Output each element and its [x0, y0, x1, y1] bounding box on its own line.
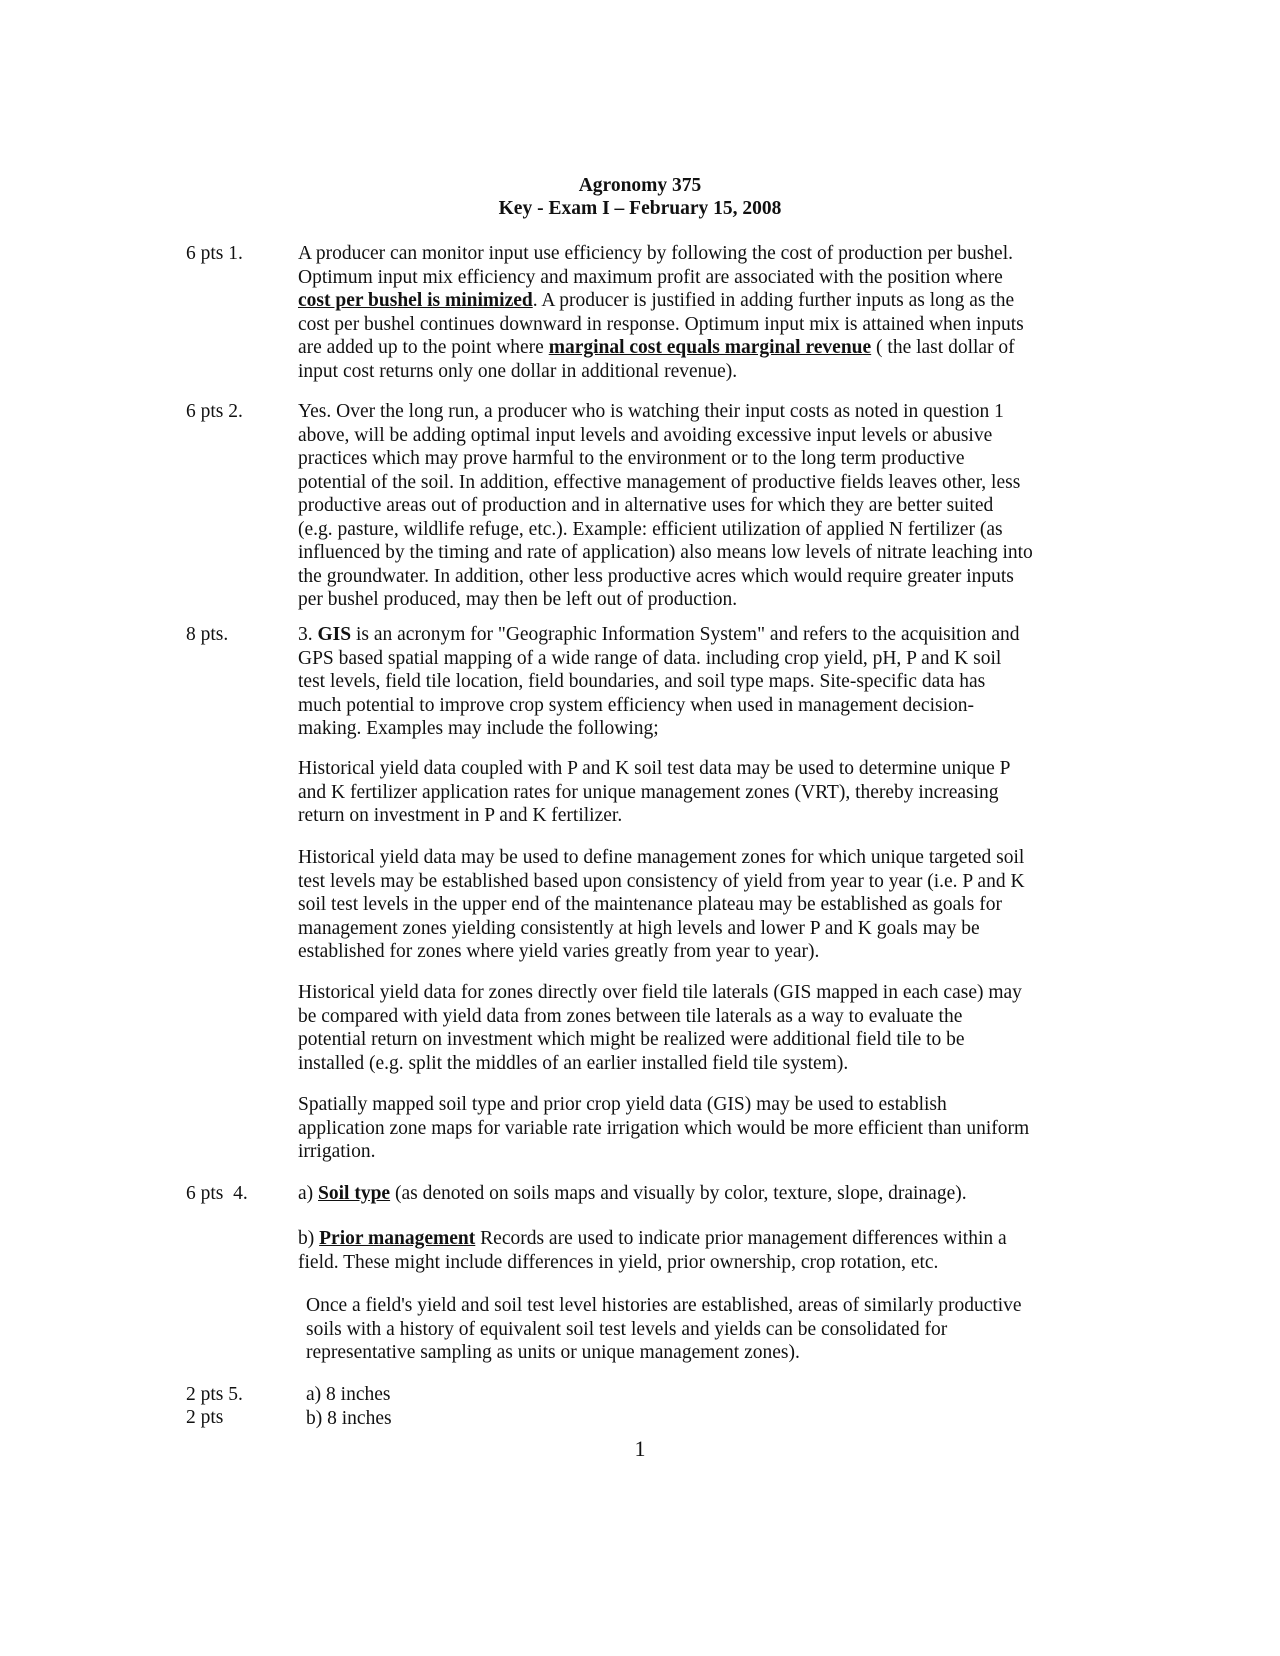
q1-line: Optimum input mix efficiency and maximum profit are associated with the position where [298, 266, 1003, 288]
q3-ex4-line: irrigation. [298, 1141, 376, 1162]
q3-ex1-line: and K fertilizer application rates for unique management zones (VRT), thereby increasing [298, 781, 999, 803]
q1-text: ( the last dollar of [871, 337, 1015, 358]
exam-title: Key - Exam I – February 15, 2008 [498, 198, 782, 219]
q5-a-answer: a) 8 inches [306, 1384, 391, 1405]
q1-line [298, 289, 1088, 313]
q2-line: the groundwater. In addition, other less productive acres which would require greater inputs [298, 565, 1014, 587]
q3-example-3 [298, 981, 1088, 1075]
q1-answer [298, 242, 1088, 383]
page-number: 1 [634, 1436, 646, 1461]
q4-b-text: Records are used to indicate prior management differences within a [475, 1228, 1007, 1249]
q3-text: is an acronym for "Geographic Information System" and refers to the acquisition and [351, 624, 1020, 645]
q4-points: 6 pts 4. [186, 1183, 248, 1204]
q4-b-label: b) [298, 1228, 320, 1249]
q3-ex4-line: Spatially mapped soil type and prior crop yield data (GIS) may be used to establish [298, 1094, 947, 1115]
q4-a-text: (as denoted on soils maps and visually by color, texture, slope, drainage). [390, 1183, 967, 1204]
q1-key-term-cost: cost per bushel is minimized [298, 290, 533, 311]
q3-ex3-line: installed (e.g. split the middles of an earlier installed field tile system). [298, 1052, 849, 1074]
q2-line: influenced by the timing and rate of application) also means low levels of nitrate leaching into [298, 542, 1033, 563]
q3-line [298, 623, 1088, 647]
q3-line: GPS based spatial mapping of a wide range of data. including crop yield, pH, P and K soil [298, 647, 1002, 669]
q3-ex3-line: Historical yield data for zones directly over field tile laterals (GIS mapped in each case) may [298, 982, 1022, 1003]
q3-number: 3. [298, 624, 318, 645]
q3-ex1-line: return on investment in P and K fertilizer. [298, 805, 623, 826]
q2-line: Yes. Over the long run, a producer who is watching their input costs as noted in question 1 [298, 401, 1004, 422]
q4-consolidation-note [306, 1294, 1096, 1365]
q4-note-line: soils with a history of equivalent soil test levels and yields can be consolidated for [306, 1318, 948, 1340]
q4-b-line: field. These might include differences in yield, prior ownership, crop rotation, etc. [298, 1251, 939, 1273]
q5-points-a: 2 pts 5. [186, 1384, 243, 1405]
q2-line: per bushel produced, may then be left out of production. [298, 589, 738, 610]
q2-line: potential of the soil. In addition, effective management of productive fields leaves other, less [298, 471, 1021, 493]
q2-line: productive areas out of production and in alternative uses for which they are better suited [298, 495, 994, 516]
q3-ex4-line: application zone maps for variable rate irrigation which would be more efficient than uniform [298, 1117, 1030, 1139]
q4-part-a [298, 1182, 1088, 1206]
q4-b-line [298, 1227, 1088, 1251]
q2-points: 6 pts 2. [186, 401, 243, 422]
q3-line: making. Examples may include the following; [298, 718, 659, 739]
q3-gis-term: GIS [317, 624, 352, 645]
q4-prior-management-term: Prior management [319, 1228, 476, 1249]
q3-ex2-line: soil test levels in the upper end of the maintenance plateau may be established as goals for [298, 894, 1002, 915]
q5-points-b: 2 pts [186, 1407, 224, 1428]
q3-points: 8 pts. [186, 624, 229, 645]
q4-note-line: representative sampling as units or unique management zones). [306, 1342, 800, 1363]
course-title: Agronomy 375 [578, 175, 702, 196]
q4-part-b [298, 1227, 1088, 1274]
q4-a-line [298, 1182, 1088, 1206]
q3-example-4 [298, 1093, 1088, 1164]
q3-ex2-line: established for zones where yield varies greatly from year to year). [298, 941, 820, 962]
q3-example-1 [298, 757, 1088, 828]
q5-b-answer: b) 8 inches [306, 1407, 392, 1429]
q1-line: A producer can monitor input use efficiency by following the cost of production per bushel. [298, 243, 1014, 264]
q3-ex2-line: Historical yield data may be used to define management zones for which unique targeted soil [298, 847, 1025, 868]
q4-soil-type-term: Soil type [318, 1183, 391, 1204]
q1-line [298, 336, 1088, 360]
q5-answers [306, 1383, 1096, 1430]
q3-ex3-line: be compared with yield data from zones between tile laterals as a way to evaluate the [298, 1005, 963, 1027]
q4-note-line: Once a field's yield and soil test level histories are established, areas of similarly productive [306, 1295, 1022, 1316]
q3-ex3-line: potential return on investment which might be realized were additional field tile to be [298, 1029, 965, 1050]
q3-line: test levels, field tile location, field boundaries, and soil type maps. Site-specific data has [298, 671, 986, 692]
q2-line: (e.g. pasture, wildlife refuge, etc.). Example: efficient utilization of applied N fertilizer (as [298, 518, 1003, 540]
q2-line: above, will be adding optimal input levels and avoiding excessive input levels or abusive [298, 424, 993, 446]
q1-points: 6 pts 1. [186, 243, 243, 264]
q1-text: . A producer is justified in adding further inputs as long as the [532, 290, 1015, 311]
q3-intro [298, 623, 1088, 741]
q3-ex1-line: Historical yield data coupled with P and K soil test data may be used to determine unique P [298, 758, 1011, 779]
q4-a-label: a) [298, 1183, 319, 1204]
q3-line: much potential to improve crop system efficiency when used in management decision- [298, 694, 974, 716]
q1-key-term-marginal: marginal cost equals marginal revenue [548, 337, 872, 358]
q2-answer [298, 400, 1088, 612]
q3-ex2-line: management zones yielding consistently at high levels and lower P and K goals may be [298, 917, 980, 939]
q1-text: are added up to the point where [298, 337, 549, 358]
q2-line: practices which may prove harmful to the environment or to the long term productive [298, 448, 965, 469]
q3-ex2-line: test levels may be established based upon consistency of yield from year to year (i.e. P and K [298, 870, 1025, 892]
q1-line: input cost returns only one dollar in additional revenue). [298, 360, 738, 382]
q3-example-2 [298, 846, 1088, 964]
q1-line: cost per bushel continues downward in response. Optimum input mix is attained when inputs [298, 313, 1024, 335]
